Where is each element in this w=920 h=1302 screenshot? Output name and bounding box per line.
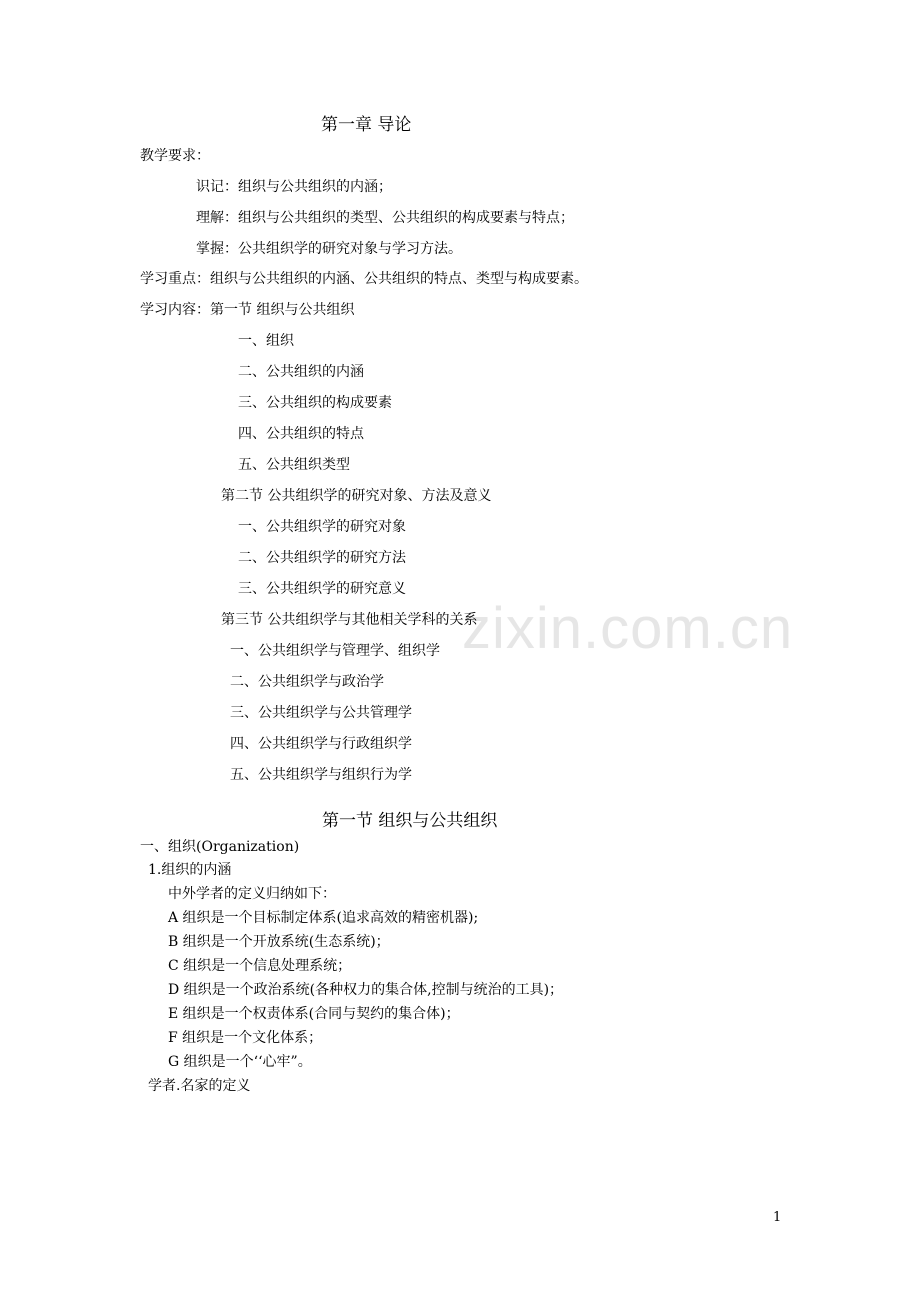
section-title: 第一节 组织与公共组织 (322, 811, 498, 831)
chapter-title: 第一章 导论 (321, 115, 412, 135)
outline-item: 五、公共组织类型 (238, 457, 350, 473)
watermark: zixin.com.cn (462, 596, 794, 661)
outline-item: 五、公共组织学与组织行为学 (230, 767, 412, 783)
definition-item: B 组织是一个开放系统(生态系统)； (168, 934, 390, 950)
outline-item: 一、公共组织学与管理学、组织学 (230, 643, 440, 659)
definition-item: C 组织是一个信息处理系统； (168, 958, 352, 974)
outline-item: 四、公共组织学与行政组织学 (230, 736, 412, 752)
outline-item: 四、公共组织的特点 (238, 426, 364, 442)
outline-item: 三、公共组织学与公共管理学 (230, 705, 412, 721)
outline-item: 二、公共组织学的研究方法 (238, 550, 406, 566)
scholars-heading: 学者.名家的定义 (148, 1078, 251, 1094)
outline-item: 三、公共组织的构成要素 (238, 395, 392, 411)
outline-item: 三、公共组织学的研究意义 (238, 581, 406, 597)
definition-item: F 组织是一个文化体系； (168, 1030, 323, 1046)
requirements-label: 教学要求： (140, 148, 210, 164)
key-points: 学习重点：组织与公共组织的内涵、公共组织的特点、类型与构成要素。 (140, 271, 588, 287)
outline-section-title: 第二节 公共组织学的研究对象、方法及意义 (221, 488, 492, 504)
requirement-item: 掌握：公共组织学的研究对象与学习方法。 (196, 241, 462, 257)
definition-item: E 组织是一个权责体系(合同与契约的集合体)； (168, 1006, 460, 1022)
requirement-item: 识记：组织与公共组织的内涵； (196, 179, 392, 195)
definition-item: D 组织是一个政治系统(各种权力的集合体,控制与统治的工具)； (168, 982, 564, 998)
definition-item: G 组织是一个‘‘心牢”。 (168, 1054, 312, 1070)
definition-intro: 中外学者的定义归纳如下： (168, 886, 336, 902)
requirement-item: 理解：组织与公共组织的类型、公共组织的构成要素与特点； (196, 210, 574, 226)
outline-item: 一、公共组织学的研究对象 (238, 519, 406, 535)
outline-item: 一、组织 (238, 333, 294, 349)
page-number: 1 (773, 1210, 782, 1225)
outline-item: 二、公共组织学与政治学 (230, 674, 384, 690)
definition-item: A 组织是一个目标制定体系(追求高效的精密机器); (168, 910, 479, 926)
subheading: 1.组织的内涵 (148, 862, 232, 878)
content-label: 学习内容：第一节 组织与公共组织 (140, 302, 355, 318)
outline-section-title: 第三节 公共组织学与其他相关学科的关系 (221, 612, 478, 628)
outline-item: 二、公共组织的内涵 (238, 364, 364, 380)
section-heading: 一、组织(Organization) (140, 839, 300, 855)
